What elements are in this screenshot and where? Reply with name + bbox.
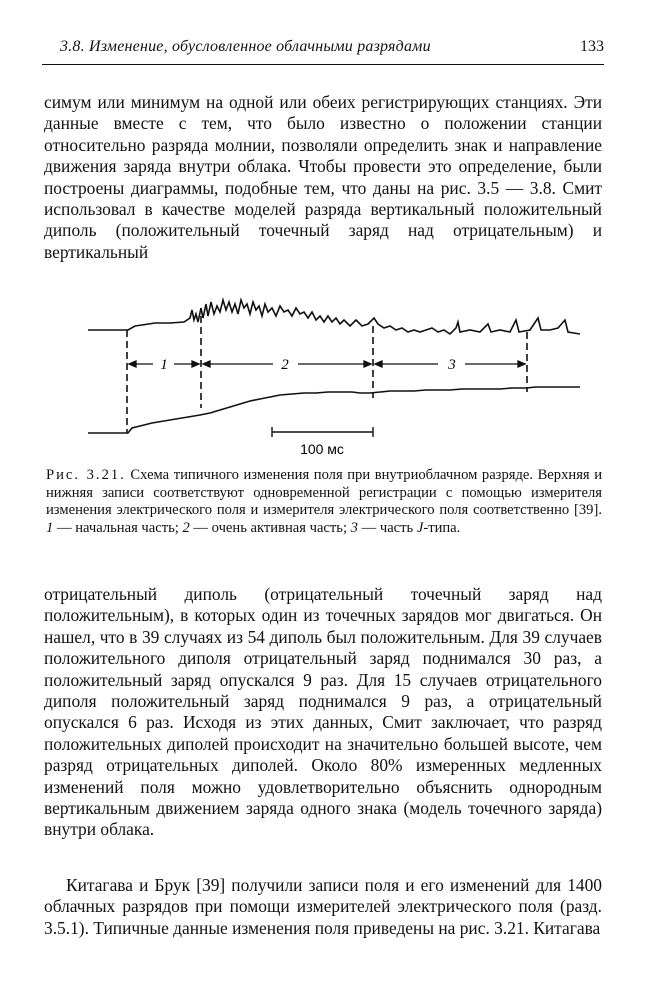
segment-3-label: 3	[448, 357, 456, 373]
segment-1-label: 1	[160, 357, 168, 373]
running-header	[42, 38, 604, 65]
scale-label: 100 мс	[300, 441, 344, 457]
figure-3-21	[60, 288, 580, 458]
scale-bar	[272, 427, 373, 437]
paragraph-3: Китагава и Брук [39] получили записи поля и его изменений для 1400 облачных разрядов при помощи измерителей электрического поля (разд. 3.5.1). Типичные данные изменения поля приведены на рис. 3.21. Китагава	[44, 875, 602, 938]
caption-item3-text: — часть	[361, 519, 414, 536]
caption-text: Схема типичного изменения поля при внутриоблачном разряде. Верхняя и нижняя записи соответствуют одновременной регистрации с помощью измерителя изменения электрического поля и измерителя электрического поля соответственно [39].	[46, 467, 602, 519]
segment-2-label: 2	[281, 357, 289, 373]
paragraph-1: симум или минимум на одной или обеих регистрирующих станциях. Эти данные вместе с тем, что было известно о положении станции относительно разряда молнии, позволяли определить знак и направление движения заряда внутри облака. Чтобы провести это определение, были построены диаграммы, подобные тем, что даны на рис. 3.5 — 3.8. Смит использовал в качестве моделей разряда вертикальный положительный диполь (положительный точечный заряд над отрицательным) и вертикальный	[44, 92, 602, 262]
caption-item2-text: — очень активная часть;	[193, 519, 347, 536]
page-number: 133	[580, 38, 604, 55]
caption-item2-num: 2	[182, 519, 190, 536]
upper-trace	[88, 300, 580, 334]
lower-trace	[88, 387, 580, 433]
caption-item3-type-letter: J	[416, 519, 424, 536]
caption-item3-num: 3	[350, 519, 358, 536]
caption-tail	[182, 520, 460, 536]
caption-item1-num: 1	[46, 519, 54, 536]
caption-item3-type-suffix: -типа.	[423, 519, 461, 536]
paragraph-2: отрицательный диполь (отрицательный точечный заряд над положительным), в которых один из точечных зарядов мог двигаться. Он нашел, что в 39 случаях из 54 диполь был положительным. Для 39 случаев положительного диполя отрицательный заряд поднимался 30 раз, а положительный заряд опускался 9 раз. Для 15 случаев отрицательного диполя положительный заряд поднимался 9 раз, а отрицательный опускался 6 раз. Исходя из этих данных, Смит заключает, что разряд положительных диполей происходит на значительно большей высоте, чем разряд отрицательных диполей. Около 80% измеренных медленных изменений поля можно удовлетворительно объяснить однородным вертикальным движением заряда одного знака (модель точечного заряда) внутри облака.	[44, 584, 602, 840]
caption-label: Рис. 3.21.	[46, 467, 126, 483]
section-title: 3.8. Изменение, обусловленное облачными разрядами	[60, 38, 431, 55]
caption-item1-text: — начальная часть;	[56, 519, 179, 536]
figure-caption	[46, 467, 602, 537]
